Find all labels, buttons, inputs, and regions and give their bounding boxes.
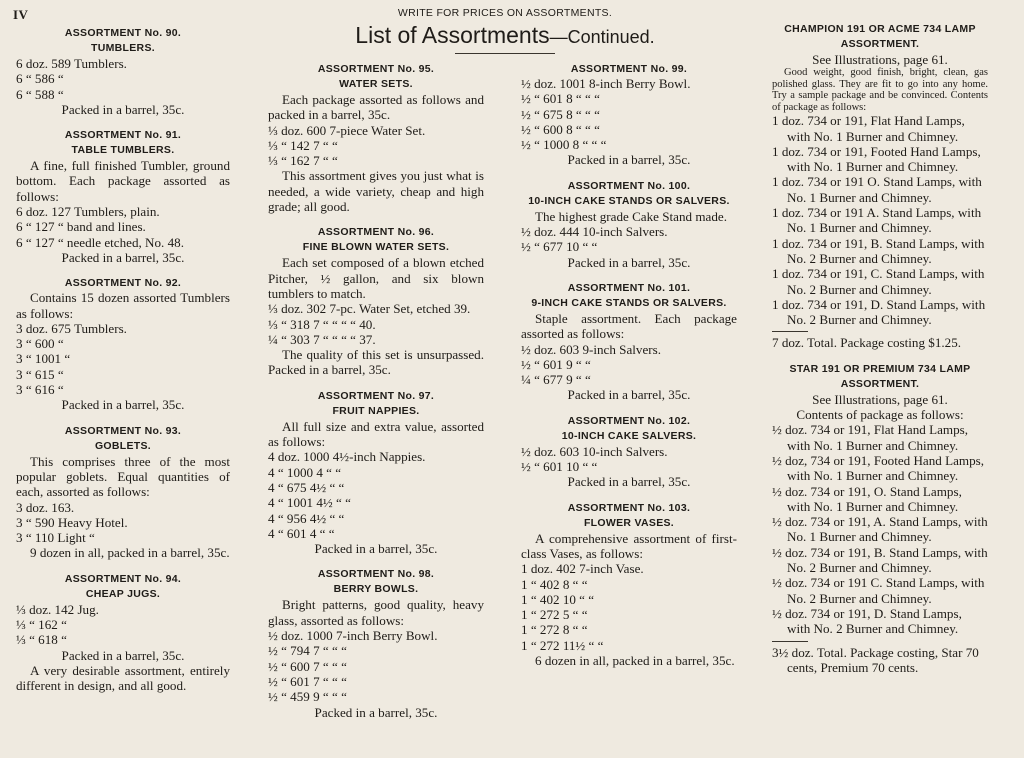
assortment-block — [521, 414, 737, 490]
column-2 — [268, 62, 484, 731]
assortment-title: ASSORTMENT No. 95. — [317, 63, 435, 75]
list-item: 1 doz. 734 or 191, C. Stand Lamps, with No. 2 Burner and Chimney. — [772, 266, 985, 297]
list-item: ½ “ 601 8 “ “ “ — [521, 91, 600, 107]
list-item: ½ doz. 734 or 191, Flat Hand Lamps, with No. 1 Burner and Chimney. — [772, 422, 969, 453]
packing-note: Packed in a barrel, 35c. — [314, 704, 438, 720]
assortment-block — [16, 276, 230, 412]
list-item: ½ doz, 734 or 191, Footed Hand Lamps, with No. 1 Burner and Chimney. — [772, 452, 985, 484]
assortment-subtitle: FINE BLOWN WATER SETS. — [302, 241, 450, 254]
list-item: 1 “ 272 5 “ “ — [521, 607, 588, 623]
list-item: 6 doz. 589 Tumblers. — [16, 56, 127, 71]
list-item: ⅓ doz. 142 Jug. — [16, 601, 99, 617]
packing-note: Packed in a barrel, 35c. — [314, 541, 438, 557]
packing-note: See Illustrations, page 61. — [812, 52, 948, 67]
list-item: 1 doz. 734 or 191, B. Stand Lamps, with No. 2 Burner and Chimney. — [772, 235, 985, 266]
page-title — [250, 22, 760, 49]
page-title-continued: —Continued. — [549, 27, 655, 47]
packing-note: Packed in a barrel, 35c. — [61, 647, 185, 663]
assortment-subtitle: BERRY BOWLS. — [333, 583, 419, 596]
list-item: ½ doz. 734 or 191, O. Stand Lamps, with No. 1 Burner and Chimney. — [772, 483, 962, 514]
list-item: 1 doz. 734 or 191, Flat Hand Lamps, with No. 1 Burner and Chimney. — [772, 113, 965, 144]
assortment-block — [16, 572, 230, 694]
description: Staple assortment. Each package assorted as follows: — [521, 310, 737, 342]
list-item: 4 “ 1000 4 “ “ — [268, 464, 342, 480]
list-item: ½ “ 677 10 “ “ — [521, 239, 598, 255]
assortment-subtitle: ASSORTMENT. — [840, 377, 920, 390]
list-item: ½ doz. 734 or 191, B. Stand Lamps, with No. 2 Burner and Chimney. — [772, 544, 988, 576]
assortment-subtitle: GOBLETS. — [94, 439, 152, 452]
assortment-subtitle: FLOWER VASES. — [583, 516, 675, 529]
list-item: 3 “ 600 “ — [16, 336, 64, 352]
list-item: ½ “ 1000 8 “ “ “ — [521, 137, 607, 153]
list-item: ½ “ 601 9 “ “ — [521, 356, 591, 372]
list-item: ½ doz. 734 or 191 C. Stand Lamps, with No. 2 Burner and Chimney. — [772, 575, 985, 606]
list-item: ½ doz. 444 10-inch Salvers. — [521, 224, 668, 240]
title-rule — [455, 53, 555, 54]
list-item: ⅓ “ 162 “ — [16, 617, 67, 633]
list-item: 6 “ 127 “ needle etched, No. 48. — [16, 234, 184, 250]
description: Bright patterns, good quality, heavy glass, assorted as follows: — [268, 597, 484, 628]
list-item: ½ “ 601 7 “ “ “ — [268, 673, 347, 689]
list-item: 1 doz. 402 7-inch Vase. — [521, 561, 644, 577]
list-item: 1 doz. 734 or 191, D. Stand Lamps, with No. 2 Burner and Chimney. — [772, 296, 986, 328]
list-item: 3 doz. 675 Tumblers. — [16, 320, 127, 336]
assortment-subtitle: 10-INCH CAKE STANDS OR SALVERS. — [528, 194, 730, 207]
description: This assortment gives you just what is needed, a wide variety, cheap and high grade; all good. — [268, 168, 484, 215]
list-item: 1 doz. 734 or 191, Footed Hand Lamps, with No. 1 Burner and Chimney. — [772, 143, 981, 175]
assortment-subtitle: WATER SETS. — [339, 78, 413, 90]
top-note: WRITE FOR PRICES ON ASSORTMENTS. — [397, 7, 613, 19]
list-item: 1 doz. 734 or 191 A. Stand Lamps, with No. 1 Burner and Chimney. — [772, 205, 982, 236]
packing-note: See Illustrations, page 61. — [812, 391, 948, 407]
list-item: 3 “ 1001 “ — [16, 351, 71, 367]
list-item: ½ “ 601 10 “ “ — [521, 459, 598, 475]
list-item: ⅓ “ 162 7 “ “ — [268, 153, 338, 169]
list-item: 4 doz. 1000 4½-inch Nappies. — [268, 449, 426, 465]
assortment-subtitle: ASSORTMENT. — [840, 38, 920, 50]
assortment-block — [16, 26, 230, 117]
description: A fine, full finished Tumbler, ground bottom. Each package assorted as follows: — [16, 158, 230, 204]
list-item: ½ “ 600 7 “ “ “ — [268, 658, 347, 674]
assortment-subtitle: TUMBLERS. — [91, 42, 155, 54]
list-item: ½ “ 459 9 “ “ “ — [268, 689, 347, 705]
assortment-block — [268, 225, 484, 377]
list-item: ⅓ doz. 302 7-pc. Water Set, etched 39. — [268, 301, 471, 317]
assortment-title: ASSORTMENT No. 94. — [64, 572, 182, 585]
description: The highest grade Cake Stand made. — [535, 208, 727, 224]
packing-note: Packed in a barrel, 35c. — [567, 387, 691, 403]
packing-note: Packed in a barrel, 35c. — [567, 152, 691, 168]
packing-note: Packed in a barrel, 35c. — [567, 474, 691, 490]
packing-note: Contents of package as follows: — [796, 407, 964, 423]
assortment-title: CHAMPION 191 OR ACME 734 LAMP — [784, 23, 976, 35]
list-item: 4 “ 956 4½ “ “ — [268, 510, 345, 526]
packing-note: Packed in a barrel, 35c. — [61, 397, 185, 413]
list-item: 6 “ 588 “ — [16, 86, 64, 102]
list-item: ½ doz. 734 or 191, D. Stand Lamps, with No. 2 Burner and Chimney. — [772, 605, 962, 637]
list-item: 3 “ 110 Light “ — [16, 530, 95, 546]
list-item: 4 “ 675 4½ “ “ — [268, 479, 345, 495]
assortment-subtitle: TABLE TUMBLERS. — [71, 144, 175, 157]
list-item: 1 “ 272 8 “ “ — [521, 622, 588, 638]
description: Each set composed of a blown etched Pitcher, ½ gallon, and six blown tumblers to match. — [268, 255, 484, 301]
assortment-block — [521, 62, 737, 168]
list-item: ½ “ 675 8 “ “ “ — [521, 106, 600, 122]
list-item: 4 “ 601 4 “ “ — [268, 525, 335, 541]
assortment-subtitle: CHEAP JUGS. — [85, 587, 161, 600]
divider — [772, 641, 808, 642]
assortment-title: ASSORTMENT No. 97. — [317, 389, 435, 402]
assortment-title: STAR 191 OR PREMIUM 734 LAMP — [789, 362, 971, 375]
list-item: 3½ doz. Total. Package costing, Star 70 cents, Premium 70 cents. — [772, 644, 979, 675]
assortment-subtitle: 9-INCH CAKE STANDS OR SALVERS. — [531, 296, 727, 309]
packing-note: Packed in a barrel, 35c. — [567, 254, 691, 270]
list-item: 1 “ 272 11½ “ “ — [521, 637, 604, 653]
divider — [772, 331, 808, 332]
assortment-title: ASSORTMENT No. 90. — [64, 27, 182, 39]
list-item: 3 doz. 163. — [16, 499, 75, 515]
description: The quality of this set is unsurpassed. Packed in a barrel, 35c. — [268, 347, 484, 378]
list-item: ½ “ 600 8 “ “ “ — [521, 121, 600, 137]
description: Contains 15 dozen assorted Tumblers as follows: — [16, 290, 230, 321]
assortment-title: ASSORTMENT No. 103. — [567, 501, 691, 514]
list-item: ¼ “ 303 7 “ “ “ “ 37. — [268, 331, 376, 347]
list-item: ¼ “ 677 9 “ “ — [521, 372, 591, 388]
assortment-title: ASSORTMENT No. 96. — [317, 226, 435, 239]
column-4 — [772, 22, 988, 686]
list-item: 1 doz. 734 or 191 O. Stand Lamps, with No. 1 Burner and Chimney. — [772, 174, 982, 205]
list-item: 1 “ 402 8 “ “ — [521, 576, 588, 592]
packing-note: Packed in a barrel, 35c. — [61, 249, 185, 265]
list-item: 3 “ 590 Heavy Hotel. — [16, 514, 128, 530]
assortment-title: ASSORTMENT No. 98. — [317, 568, 435, 581]
list-item: 6 “ 127 “ band and lines. — [16, 219, 146, 235]
list-item: ½ doz. 603 9-inch Salvers. — [521, 341, 662, 357]
description: Each package assorted as follows and packed in a barrel, 35c. — [268, 92, 484, 123]
assortment-title: ASSORTMENT No. 101. — [567, 281, 691, 294]
list-item: 6 doz. 127 Tumblers, plain. — [16, 204, 160, 220]
list-item: 3 “ 616 “ — [16, 382, 64, 398]
page-title-main: List of Assortments — [355, 22, 550, 48]
assortment-title: ASSORTMENT No. 100. — [567, 179, 691, 192]
list-item: ⅓ “ 318 7 “ “ “ “ 40. — [268, 316, 376, 332]
description: A very desirable assortment, entirely different in design, and all good. — [16, 662, 230, 694]
list-item: 6 “ 586 “ — [16, 71, 64, 87]
list-item: ½ doz. 734 or 191, A. Stand Lamps, with No. 1 Burner and Chimney. — [772, 514, 988, 545]
assortment-block — [521, 179, 737, 270]
description: 6 dozen in all, packed in a barrel, 35c. — [535, 653, 735, 669]
assortment-block — [521, 501, 737, 669]
assortment-title: ASSORTMENT No. 92. — [64, 277, 182, 290]
fine-print: Good weight, good finish, bright, clean, gas polished glass. They are fit to go into any home. Try a sample package and be convinced. Contents of package as follows: — [772, 67, 988, 113]
column-3 — [521, 62, 737, 679]
list-item: ⅓ “ 142 7 “ “ — [268, 137, 338, 153]
list-item: 3 “ 615 “ — [16, 366, 64, 382]
list-item: ½ doz. 603 10-inch Salvers. — [521, 443, 668, 459]
list-item: 7 doz. Total. Package costing $1.25. — [772, 335, 962, 351]
assortment-block — [268, 62, 484, 214]
assortment-block — [521, 281, 737, 403]
description: This comprises three of the most popular goblets. Equal quantities of each, assorted as follows: — [16, 453, 230, 500]
list-item: 1 “ 402 10 “ “ — [521, 591, 595, 607]
packing-note: Packed in a barrel, 35c. — [61, 101, 185, 117]
list-item: ½ “ 794 7 “ “ “ — [268, 643, 347, 659]
description: 9 dozen in all, packed in a barrel, 35c. — [30, 545, 230, 561]
assortment-title: ASSORTMENT No. 102. — [567, 414, 691, 427]
page-number: IV — [13, 7, 29, 22]
assortment-block — [16, 424, 230, 561]
assortment-title: ASSORTMENT No. 93. — [64, 424, 182, 437]
list-item: ½ doz. 1000 7-inch Berry Bowl. — [268, 628, 438, 644]
assortment-subtitle: FRUIT NAPPIES. — [332, 404, 420, 417]
assortment-title: ASSORTMENT No. 91. — [64, 129, 182, 142]
description: A comprehensive assortment of first-class Vases, as follows: — [521, 530, 737, 561]
assortment-block — [772, 22, 988, 351]
column-1 — [16, 26, 230, 705]
list-item: ½ doz. 1001 8-inch Berry Bowl. — [521, 76, 691, 91]
description: All full size and extra value, assorted as follows: — [268, 418, 484, 450]
assortment-title: ASSORTMENT No. 99. — [570, 63, 688, 75]
assortment-block — [268, 567, 484, 719]
list-item: ⅓ “ 618 “ — [16, 632, 67, 648]
assortment-block — [16, 128, 230, 265]
assortment-subtitle: 10-INCH CAKE SALVERS. — [561, 429, 697, 442]
list-item: ⅓ doz. 600 7-piece Water Set. — [268, 122, 426, 138]
assortment-block — [268, 389, 484, 557]
list-item: 4 “ 1001 4½ “ “ — [268, 495, 351, 511]
assortment-block — [772, 362, 988, 675]
